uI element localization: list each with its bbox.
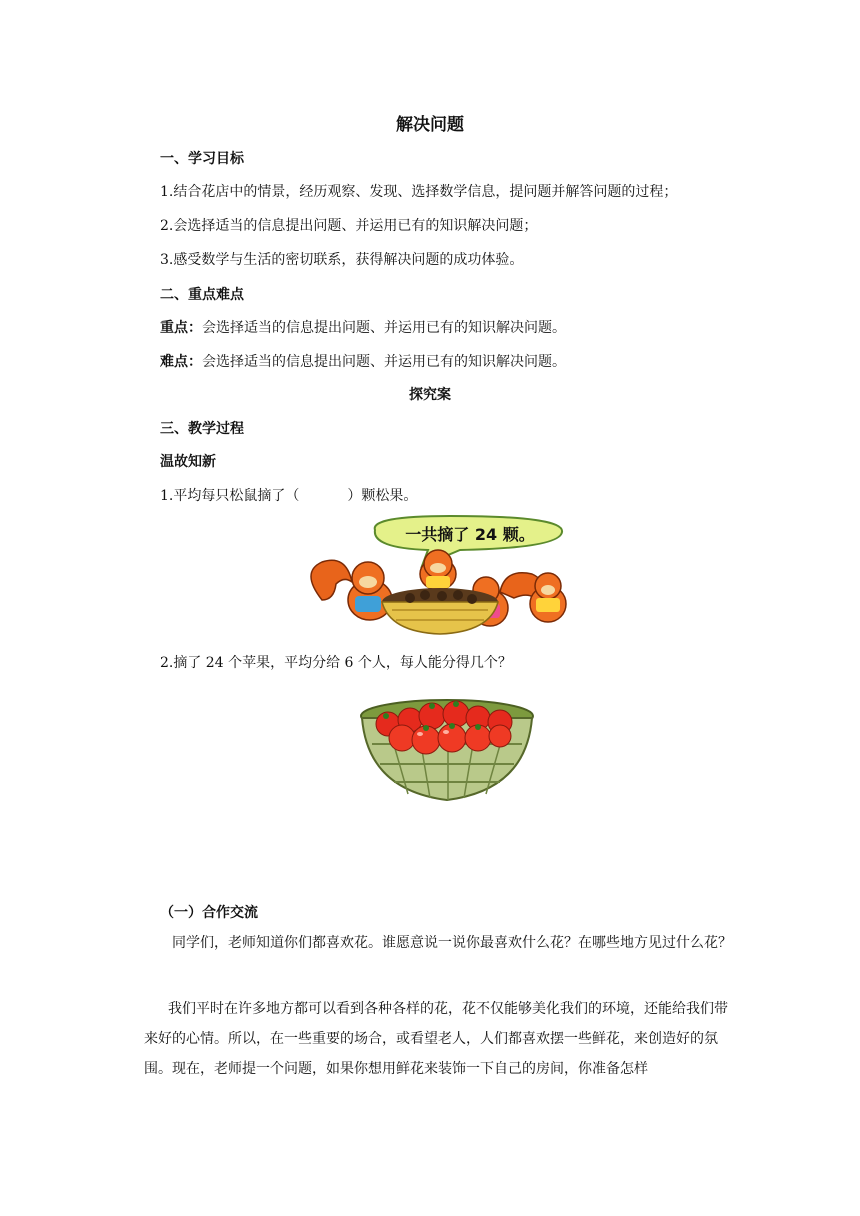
speech-bubble-text: 一共摘了 24 颗。	[405, 525, 535, 544]
coop-heading: （一）合作交流	[160, 905, 258, 921]
question-2: 2.摘了 24 个苹果，平均分给 6 个人，每人能分得几个？	[160, 655, 512, 671]
coop-paragraph-1: 同学们，老师知道你们都喜欢花。谁愿意说一说你最喜欢什么花？在哪些地方见过什么花？	[172, 935, 732, 951]
question-1	[160, 485, 417, 505]
goal-item-3: 3.感受数学与生活的密切联系，获得解决问题的成功体验。	[160, 252, 524, 268]
goal-item-2: 2.会选择适当的信息提出问题、并运用已有的知识解决问题；	[160, 218, 538, 234]
key-point-text: 会选择适当的信息提出问题、并运用已有的知识解决问题。	[202, 320, 566, 336]
page-title: 解决问题	[396, 115, 464, 135]
question-1-after: ）颗松果。	[347, 488, 418, 504]
difficult-point-text: 会选择适当的信息提出问题、并运用已有的知识解决问题。	[202, 354, 566, 370]
goal-item-1: 1.结合花店中的情景，经历观察、发现、选择数学信息，提问题并解答问题的过程；	[160, 184, 678, 200]
coop-paragraph-2: 我们平时在许多地方都可以看到各种各样的花，花不仅能够美化我们的环境，还能给我们带来好的心情。所以，在一些重要的场合，或看望老人，人们都喜欢摆一些鲜花，来创造好的氛围。现在，老师提一个问题，如果你想用鲜花来装饰一下自己的房间，你准备怎样	[144, 1001, 728, 1077]
key-point-line	[160, 317, 566, 337]
difficult-point-line	[160, 351, 566, 371]
section-heading-key-points: 二、重点难点	[160, 287, 244, 303]
explore-title: 探究案	[409, 387, 451, 403]
review-heading: 温故知新	[160, 454, 216, 470]
squirrels-illustration	[300, 512, 590, 640]
difficult-point-label: 难点：	[160, 354, 202, 370]
apple-basket-illustration	[358, 694, 536, 804]
key-point-label: 重点：	[160, 320, 202, 336]
question-1-before: 1.平均每只松鼠摘了（	[160, 488, 300, 504]
section-heading-goals: 一、学习目标	[160, 151, 244, 167]
section-heading-process: 三、教学过程	[160, 421, 244, 437]
